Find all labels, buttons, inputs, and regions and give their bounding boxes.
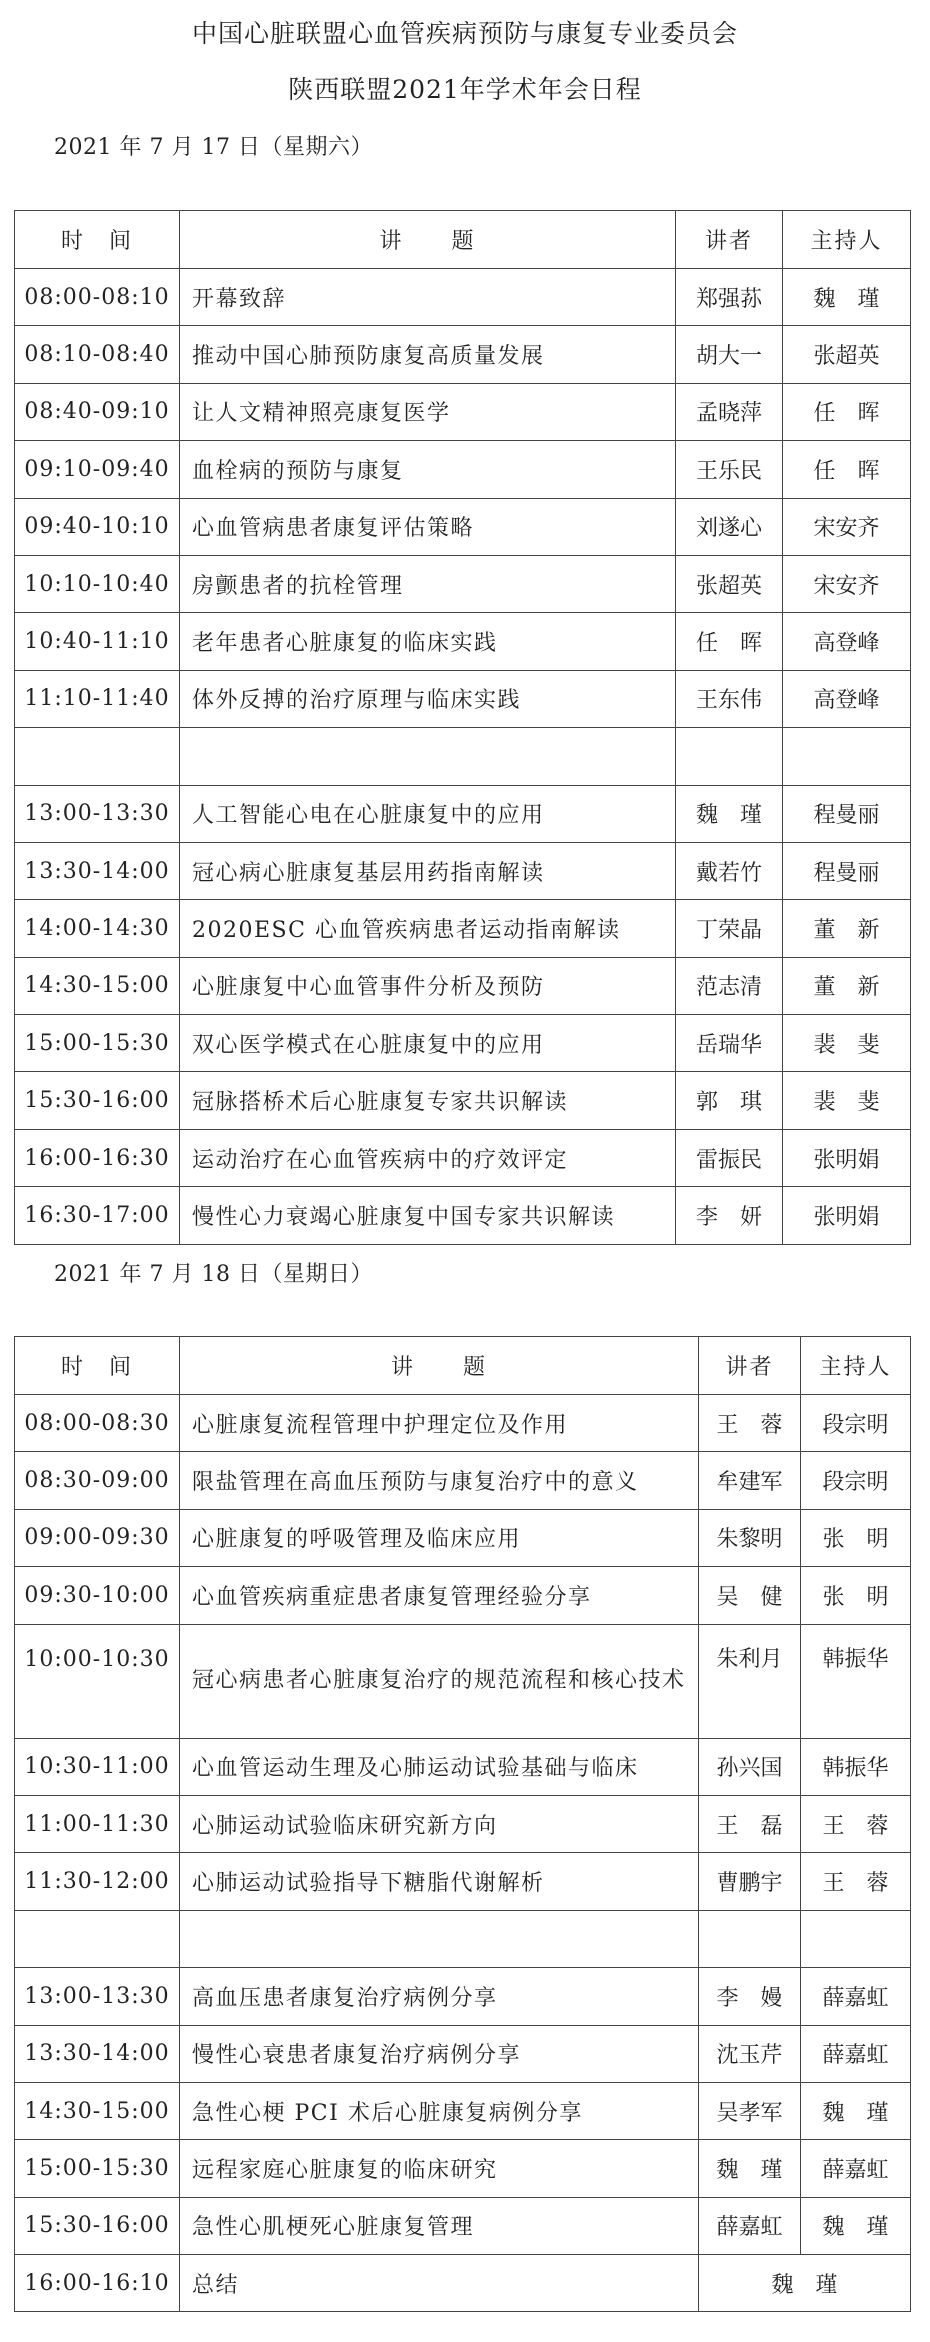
session-speaker: 丁荣晶 <box>676 900 783 957</box>
session-speaker: 薛嘉虹 <box>699 2197 801 2254</box>
session-time: 15:00-15:30 <box>15 1015 180 1072</box>
schedule-row <box>15 1795 911 1852</box>
session-speaker: 曹鹏宇 <box>699 1853 801 1910</box>
session-speaker <box>676 728 783 785</box>
session-host: 王 蓉 <box>801 1795 911 1852</box>
session-speaker: 郭 琪 <box>676 1072 783 1129</box>
session-speaker: 沈玉芹 <box>699 2025 801 2082</box>
session-time: 16:30-17:00 <box>15 1187 180 1244</box>
session-host: 任 晖 <box>783 383 911 440</box>
table-header-row <box>15 211 911 269</box>
schedule-row <box>15 957 911 1014</box>
day2-schedule-table <box>14 1336 911 2312</box>
session-topic: 老年患者心脏康复的临床实践 <box>180 613 676 670</box>
session-time: 08:30-09:00 <box>15 1452 180 1509</box>
session-host: 魏 瑾 <box>783 269 911 326</box>
session-time: 13:30-14:00 <box>15 2025 180 2082</box>
schedule-row <box>15 1129 911 1186</box>
session-topic: 总结 <box>180 2255 699 2312</box>
session-time <box>15 728 180 785</box>
day1-schedule-table <box>14 210 911 1245</box>
session-topic: 2020ESC 心血管疾病患者运动指南解读 <box>180 900 676 957</box>
session-time: 13:30-14:00 <box>15 842 180 899</box>
session-topic: 冠脉搭桥术后心脏康复专家共识解读 <box>180 1072 676 1129</box>
schedule-row <box>15 613 911 670</box>
session-host <box>783 728 911 785</box>
session-host: 薛嘉虹 <box>801 2025 911 2082</box>
session-speaker: 戴若竹 <box>676 842 783 899</box>
session-topic: 冠心病患者心脏康复治疗的规范流程和核心技术 <box>180 1624 699 1738</box>
session-speaker: 王乐民 <box>676 441 783 498</box>
break-row <box>15 1910 911 1967</box>
session-topic: 让人文精神照亮康复医学 <box>180 383 676 440</box>
header-speaker: 讲者 <box>676 211 783 269</box>
session-topic <box>180 728 676 785</box>
header-host: 主持人 <box>783 211 911 269</box>
header-speaker: 讲者 <box>699 1337 801 1395</box>
session-speaker: 牟建军 <box>699 1452 801 1509</box>
session-speaker: 胡大一 <box>676 326 783 383</box>
session-topic: 急性心肌梗死心脏康复管理 <box>180 2197 699 2254</box>
session-time: 08:00-08:30 <box>15 1395 180 1452</box>
session-topic: 远程家庭心脏康复的临床研究 <box>180 2140 699 2197</box>
session-speaker: 张超英 <box>676 555 783 612</box>
session-time: 13:00-13:30 <box>15 1968 180 2025</box>
session-host: 高登峰 <box>783 670 911 727</box>
session-speaker: 郑强荪 <box>676 269 783 326</box>
session-host: 张明娟 <box>783 1129 911 1186</box>
session-host: 张 明 <box>801 1567 911 1624</box>
session-host: 宋安齐 <box>783 555 911 612</box>
session-host: 程曼丽 <box>783 842 911 899</box>
schedule-row <box>15 555 911 612</box>
session-topic: 人工智能心电在心脏康复中的应用 <box>180 785 676 842</box>
session-time: 08:10-08:40 <box>15 326 180 383</box>
schedule-row <box>15 1509 911 1566</box>
session-time: 11:10-11:40 <box>15 670 180 727</box>
session-speaker: 吴孝军 <box>699 2082 801 2139</box>
session-speaker: 李 嫚 <box>699 1968 801 2025</box>
schedule-row <box>15 2140 911 2197</box>
session-topic: 运动治疗在心血管疾病中的疗效评定 <box>180 1129 676 1186</box>
session-host: 段宗明 <box>801 1452 911 1509</box>
session-time: 15:30-16:00 <box>15 2197 180 2254</box>
schedule-row <box>15 1452 911 1509</box>
session-host: 董 新 <box>783 957 911 1014</box>
schedule-row <box>15 2082 911 2139</box>
header-host: 主持人 <box>801 1337 911 1395</box>
session-time: 16:00-16:30 <box>15 1129 180 1186</box>
session-time: 09:40-10:10 <box>15 498 180 555</box>
schedule-row <box>15 670 911 727</box>
session-topic: 急性心梗 PCI 术后心脏康复病例分享 <box>180 2082 699 2139</box>
session-speaker: 王 蓉 <box>699 1395 801 1452</box>
session-speaker <box>699 1910 801 1967</box>
session-topic: 心肺运动试验指导下糖脂代谢解析 <box>180 1853 699 1910</box>
session-topic: 体外反搏的治疗原理与临床实践 <box>180 670 676 727</box>
session-topic: 心脏康复流程管理中护理定位及作用 <box>180 1395 699 1452</box>
conference-committee-title: 中国心脏联盟心血管疾病预防与康复专业委员会 <box>191 19 738 48</box>
session-speaker: 朱黎明 <box>699 1509 801 1566</box>
session-time: 10:40-11:10 <box>15 613 180 670</box>
session-time: 15:00-15:30 <box>15 2140 180 2197</box>
schedule-row <box>15 1853 911 1910</box>
session-speaker: 吴 健 <box>699 1567 801 1624</box>
day1-date: 2021 年 7 月 17 日（星期六） <box>54 135 373 160</box>
session-time: 16:00-16:10 <box>15 2255 180 2312</box>
session-speaker: 刘遂心 <box>676 498 783 555</box>
session-topic: 血栓病的预防与康复 <box>180 441 676 498</box>
session-host: 张 明 <box>801 1509 911 1566</box>
schedule-row <box>15 1968 911 2025</box>
conference-schedule-title: 陕西联盟2021年学术年会日程 <box>288 75 642 104</box>
session-host <box>801 1910 911 1967</box>
session-speaker: 李 妍 <box>676 1187 783 1244</box>
session-time: 11:00-11:30 <box>15 1795 180 1852</box>
session-time: 11:30-12:00 <box>15 1853 180 1910</box>
session-topic: 心脏康复中心血管事件分析及预防 <box>180 957 676 1014</box>
session-topic: 慢性心衰患者康复治疗病例分享 <box>180 2025 699 2082</box>
schedule-row <box>15 269 911 326</box>
schedule-row <box>15 1072 911 1129</box>
schedule-row <box>15 1015 911 1072</box>
header-topic: 讲 题 <box>180 1337 699 1395</box>
schedule-row <box>15 900 911 957</box>
session-host: 魏 瑾 <box>801 2197 911 2254</box>
session-speaker: 雷振民 <box>676 1129 783 1186</box>
session-topic: 心肺运动试验临床研究新方向 <box>180 1795 699 1852</box>
session-host: 韩振华 <box>801 1738 911 1795</box>
schedule-row <box>15 498 911 555</box>
session-host: 张超英 <box>783 326 911 383</box>
session-host: 董 新 <box>783 900 911 957</box>
session-speaker: 朱利月 <box>699 1624 801 1738</box>
session-topic: 房颤患者的抗栓管理 <box>180 555 676 612</box>
session-speaker: 任 晖 <box>676 613 783 670</box>
schedule-row <box>15 1624 911 1738</box>
session-host: 裴 斐 <box>783 1015 911 1072</box>
session-host: 韩振华 <box>801 1624 911 1738</box>
session-time: 14:00-14:30 <box>15 900 180 957</box>
schedule-row <box>15 785 911 842</box>
session-time: 10:30-11:00 <box>15 1738 180 1795</box>
session-time: 09:30-10:00 <box>15 1567 180 1624</box>
schedule-row <box>15 1395 911 1452</box>
day2-date: 2021 年 7 月 18 日（星期日） <box>54 1262 373 1287</box>
session-speaker: 王东伟 <box>676 670 783 727</box>
session-topic: 心血管病患者康复评估策略 <box>180 498 676 555</box>
session-speaker: 魏 瑾 <box>676 785 783 842</box>
session-speaker: 岳瑞华 <box>676 1015 783 1072</box>
closing-row <box>15 2255 911 2312</box>
session-speaker: 孙兴国 <box>699 1738 801 1795</box>
session-topic: 开幕致辞 <box>180 269 676 326</box>
session-speaker: 王 磊 <box>699 1795 801 1852</box>
session-host: 魏 瑾 <box>801 2082 911 2139</box>
session-host: 段宗明 <box>801 1395 911 1452</box>
session-time: 15:30-16:00 <box>15 1072 180 1129</box>
table-header-row <box>15 1337 911 1395</box>
schedule-row <box>15 1567 911 1624</box>
session-speaker: 孟晓萍 <box>676 383 783 440</box>
session-host: 薛嘉虹 <box>801 2140 911 2197</box>
session-topic: 双心医学模式在心脏康复中的应用 <box>180 1015 676 1072</box>
session-host: 宋安齐 <box>783 498 911 555</box>
header-time: 时 间 <box>15 211 180 269</box>
session-time: 10:10-10:40 <box>15 555 180 612</box>
session-time: 09:10-09:40 <box>15 441 180 498</box>
session-host: 高登峰 <box>783 613 911 670</box>
session-time: 14:30-15:00 <box>15 957 180 1014</box>
session-topic: 心血管运动生理及心肺运动试验基础与临床 <box>180 1738 699 1795</box>
session-host: 任 晖 <box>783 441 911 498</box>
schedule-row <box>15 1738 911 1795</box>
session-topic: 心脏康复的呼吸管理及临床应用 <box>180 1509 699 1566</box>
break-row <box>15 728 911 785</box>
session-topic: 慢性心力衰竭心脏康复中国专家共识解读 <box>180 1187 676 1244</box>
session-time: 09:00-09:30 <box>15 1509 180 1566</box>
session-host: 程曼丽 <box>783 785 911 842</box>
session-host: 薛嘉虹 <box>801 1968 911 2025</box>
session-host: 裴 斐 <box>783 1072 911 1129</box>
schedule-row <box>15 383 911 440</box>
session-time: 08:00-08:10 <box>15 269 180 326</box>
session-topic: 心血管疾病重症患者康复管理经验分享 <box>180 1567 699 1624</box>
session-host: 张明娟 <box>783 1187 911 1244</box>
session-topic: 高血压患者康复治疗病例分享 <box>180 1968 699 2025</box>
session-time: 10:00-10:30 <box>15 1624 180 1738</box>
session-time: 08:40-09:10 <box>15 383 180 440</box>
session-time <box>15 1910 180 1967</box>
schedule-row <box>15 2197 911 2254</box>
session-topic: 推动中国心肺预防康复高质量发展 <box>180 326 676 383</box>
session-topic <box>180 1910 699 1967</box>
header-topic: 讲 题 <box>180 211 676 269</box>
session-speaker: 魏 瑾 <box>699 2140 801 2197</box>
schedule-row <box>15 326 911 383</box>
schedule-row <box>15 441 911 498</box>
session-topic: 限盐管理在高血压预防与康复治疗中的意义 <box>180 1452 699 1509</box>
session-speaker: 范志清 <box>676 957 783 1014</box>
schedule-row <box>15 842 911 899</box>
session-host: 王 蓉 <box>801 1853 911 1910</box>
schedule-row <box>15 2025 911 2082</box>
schedule-row <box>15 1187 911 1244</box>
session-time: 13:00-13:30 <box>15 785 180 842</box>
header-time: 时 间 <box>15 1337 180 1395</box>
session-speaker-host: 魏 瑾 <box>699 2255 911 2312</box>
session-time: 14:30-15:00 <box>15 2082 180 2139</box>
session-topic: 冠心病心脏康复基层用药指南解读 <box>180 842 676 899</box>
